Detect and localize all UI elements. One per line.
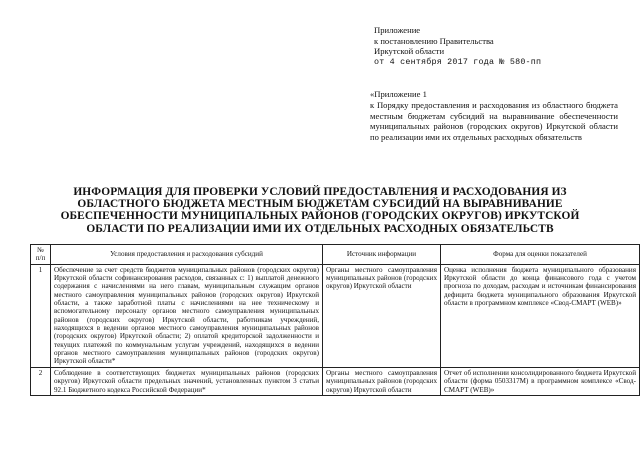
- header-conditions: Условия предоставления и расходования субсидий: [51, 245, 323, 265]
- row-conditions: Обеспечение за счет средств бюджетов муниципальных районов (городских округов) Иркутской области софинансирования расходов, связанных с: 1) выплатой денежного содержания с начислениями на него главам, муниципальным служащим органов местного самоуправления муниципальных районов (городских округов) Иркутской области, а также заработной платы с начислениями на нее техническому и вспомогательному персоналу органов местного самоуправления муниципальных районов (городских округов) Иркутской области, работникам учреждений, находящихся в ведении органов местного самоуправления муниципальных районов (городских округов) Иркутской области; 2) оплатой кредиторской задолженности и текущих платежей по коммунальным услугам учреждений, находящихся в ведении органов местного самоуправления муниципальных районов (городских округов) Иркутской области*: [51, 264, 323, 367]
- appendix-region: Иркутской области: [374, 46, 445, 57]
- row-form: Отчет об исполнении консолидированного бюджета Иркутской области (форма 0503317М) в программном комплексе «Свод-СМАРТ (WEB)»: [441, 367, 640, 395]
- table-row: [31, 367, 640, 395]
- appendix-resolution: к постановлению Правительства: [374, 35, 494, 46]
- appendix1-block: [370, 89, 618, 143]
- appendix1-heading: «Приложение 1: [370, 89, 427, 99]
- appendix1-text: к Порядку предоставления и расходования из областного бюджета местным бюджетам субсидий на выравнивание обеспеченности муниципальных районов (городских округов) Иркутской области по реализации ими их отдельных расходных обязательств: [370, 99, 618, 143]
- row-num: 1: [31, 264, 51, 367]
- appendix-block: [374, 25, 541, 67]
- table-header-row: [31, 245, 640, 265]
- header-num: № п/п: [31, 245, 51, 265]
- table-row: [31, 264, 640, 367]
- document-title: ИНФОРМАЦИЯ ДЛЯ ПРОВЕРКИ УСЛОВИЙ ПРЕДОСТАВЛЕНИЯ И РАСХОДОВАНИЯ ИЗ ОБЛАСТНОГО БЮДЖЕТА МЕСТНЫМ БЮДЖЕТАМ СУБСИДИЙ НА ВЫРАВНИВАНИЕ ОБЕСПЕЧЕННОСТИ МУНИЦИПАЛЬНЫХ РАЙОНОВ (ГОРОДСКИХ ОКРУГОВ) ИРКУТСКОЙ ОБЛАСТИ ПО РЕАЛИЗАЦИИ ИМИ ИХ ОТДЕЛЬНЫХ РАСХОДНЫХ ОБЯЗАТЕЛЬСТВ: [60, 186, 580, 235]
- appendix-date-number: от 4 сентября 2017 года № 580-пп: [374, 56, 542, 67]
- conditions-table: [30, 244, 640, 396]
- row-num: 2: [31, 367, 51, 395]
- header-form: Форма для оценки показателей: [441, 245, 640, 265]
- row-source: Органы местного самоуправления муниципальных районов (городских округов) Иркутской области: [323, 264, 441, 367]
- header-source: Источник информации: [323, 245, 441, 265]
- appendix-label: Приложение: [374, 25, 421, 35]
- row-form: Оценка исполнения бюджета муниципального образования Иркутской области до конца финансового года с учетом прогноза по доходам, расходам и источникам финансирования дефицита бюджета муниципального образования Иркутской области в программном комплексе «Свод-СМАРТ (WEB)»: [441, 264, 640, 367]
- row-source: Органы местного самоуправления муниципальных районов (городских округов) Иркутской области: [323, 367, 441, 395]
- row-conditions: Соблюдение в соответствующих бюджетах муниципальных районов (городских округов) Иркутской области предельных значений, установленных пунктом 3 статьи 92.1 Бюджетного кодекса Российской Федерации*: [51, 367, 323, 395]
